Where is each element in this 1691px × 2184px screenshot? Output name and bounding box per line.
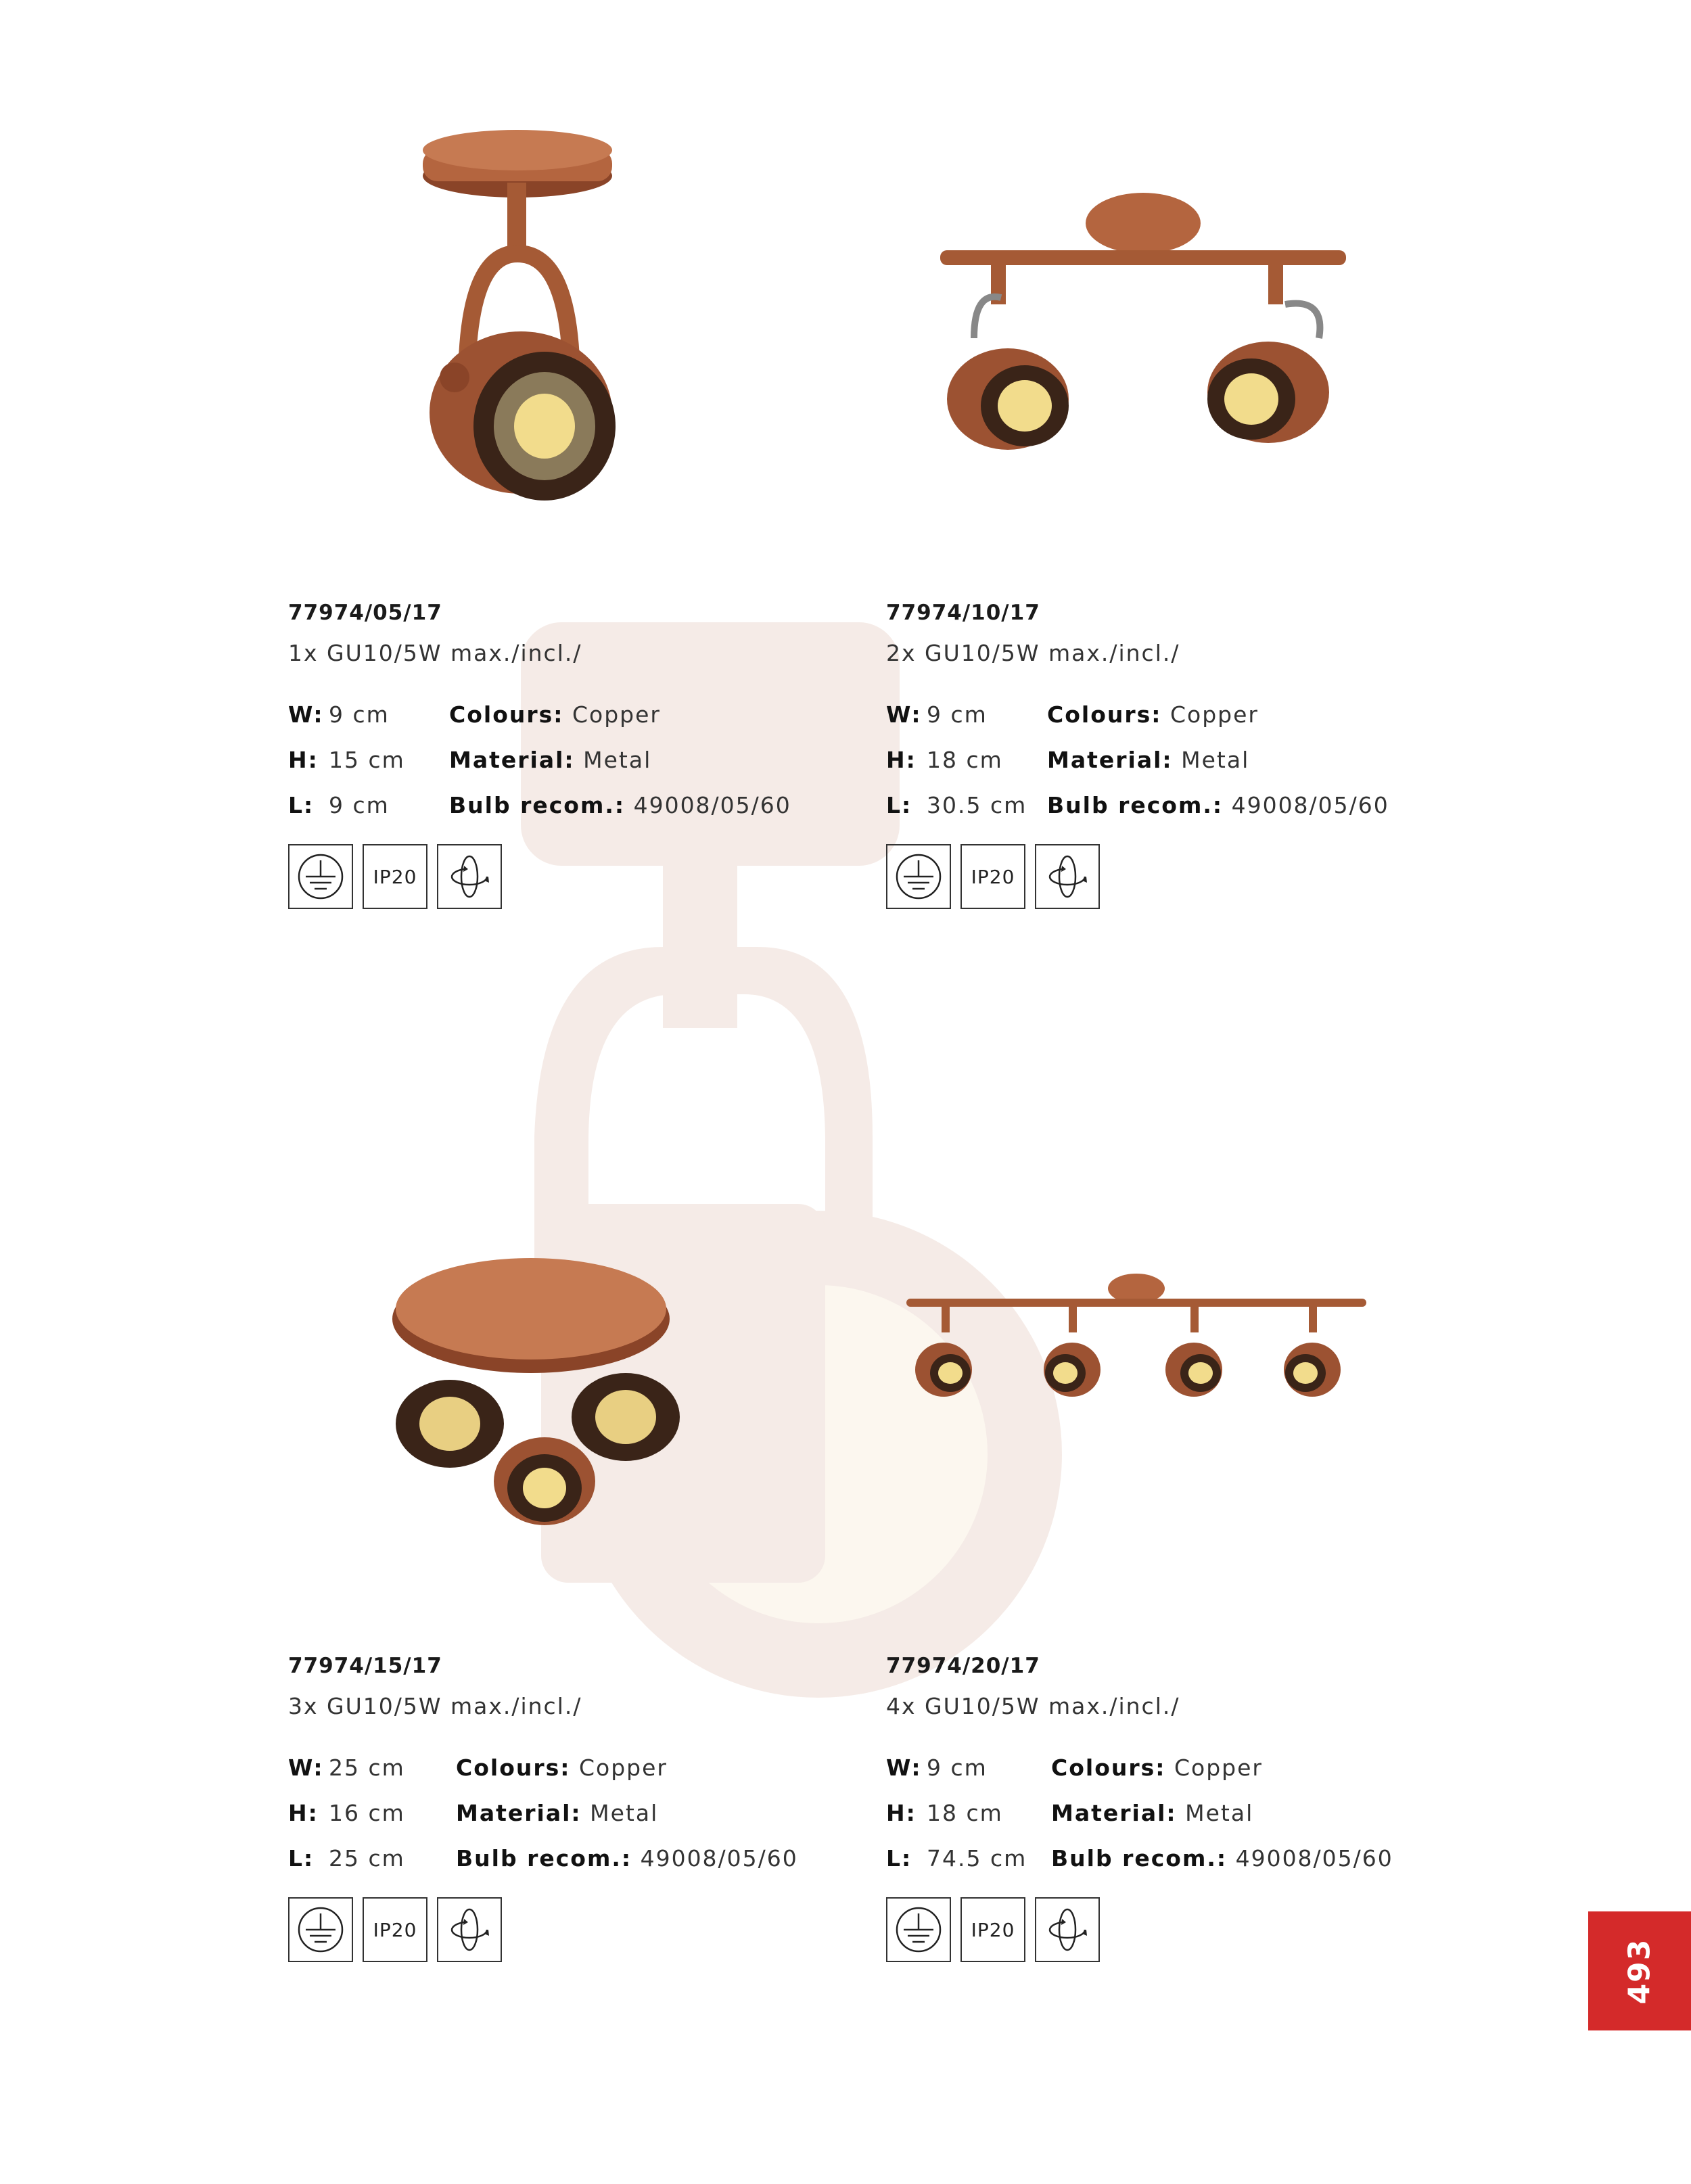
- product-image-quad-spot: [906, 1272, 1366, 1407]
- material-value: Metal: [583, 747, 652, 773]
- width-value: 9 cm: [927, 701, 988, 728]
- product-block-77974-05-17: [288, 601, 843, 909]
- product-image-single-spot: [406, 129, 629, 521]
- height-label: H:: [886, 1800, 917, 1826]
- width-row: [886, 1755, 1051, 1800]
- properties: [449, 701, 791, 837]
- length-row: [886, 1845, 1051, 1890]
- product-image-double-spot: [927, 183, 1360, 453]
- bulb-spec: 1x GU10/5W max./incl./: [288, 640, 582, 666]
- adjustable-rotation-icon: [437, 844, 502, 909]
- width-value: 9 cm: [927, 1755, 988, 1781]
- material-value: Metal: [1185, 1800, 1254, 1826]
- product-block-77974-10-17: [886, 601, 1441, 909]
- bulb-recom-label: Bulb recom.:: [449, 792, 626, 818]
- product-code: 77974/15/17: [288, 1654, 442, 1678]
- properties: [456, 1755, 798, 1890]
- colours-row: [1051, 1755, 1393, 1800]
- earth-ground-icon: [886, 1897, 951, 1962]
- height-row: [886, 1800, 1051, 1845]
- material-row: [449, 747, 791, 792]
- length-label: L:: [886, 792, 912, 818]
- colours-row: [1047, 701, 1389, 747]
- material-row: [1051, 1800, 1393, 1845]
- adjustable-rotation-icon: [1035, 844, 1100, 909]
- earth-ground-icon: [288, 844, 353, 909]
- colours-row: [449, 701, 791, 747]
- page-number: 493: [1622, 1938, 1657, 2004]
- material-value: Metal: [1181, 747, 1250, 773]
- height-value: 15 cm: [329, 747, 405, 773]
- product-code: 77974/05/17: [288, 601, 442, 625]
- length-label: L:: [288, 792, 315, 818]
- width-value: 25 cm: [329, 1755, 405, 1781]
- dimensions: [886, 701, 1047, 837]
- material-row: [456, 1800, 798, 1845]
- length-label: L:: [886, 1845, 912, 1872]
- spec-table: [288, 1755, 843, 1890]
- length-value: 74.5 cm: [927, 1845, 1027, 1872]
- width-label: W:: [288, 1755, 324, 1781]
- product-block-77974-20-17: [886, 1654, 1441, 1962]
- earth-ground-icon: [288, 1897, 353, 1962]
- length-label: L:: [288, 1845, 315, 1872]
- height-row: [886, 747, 1047, 792]
- bulb-recom-value: 49008/05/60: [1231, 792, 1389, 818]
- feature-icons: [288, 1897, 843, 1962]
- width-row: [886, 701, 1047, 747]
- bulb-recom-row: [1047, 792, 1389, 837]
- colours-label: Colours:: [449, 701, 564, 728]
- properties: [1047, 701, 1389, 837]
- material-label: Material:: [1047, 747, 1173, 773]
- colours-label: Colours:: [456, 1755, 571, 1781]
- colours-label: Colours:: [1051, 1755, 1166, 1781]
- adjustable-rotation-icon: [1035, 1897, 1100, 1962]
- product-block-77974-15-17: [288, 1654, 843, 1962]
- dimensions: [886, 1755, 1051, 1890]
- bulb-spec: 3x GU10/5W max./incl./: [288, 1693, 582, 1719]
- product-code: 77974/10/17: [886, 601, 1040, 625]
- colours-value: Copper: [578, 1755, 668, 1781]
- length-value: 25 cm: [329, 1845, 405, 1872]
- colours-label: Colours:: [1047, 701, 1162, 728]
- width-row: [288, 701, 449, 747]
- height-value: 16 cm: [329, 1800, 405, 1826]
- width-label: W:: [288, 701, 324, 728]
- height-label: H:: [288, 1800, 319, 1826]
- spec-table: [288, 701, 843, 837]
- bulb-recom-label: Bulb recom.:: [1047, 792, 1224, 818]
- adjustable-rotation-icon: [437, 1897, 502, 1962]
- ip20-badge: IP20: [363, 1897, 427, 1962]
- length-row: [886, 792, 1047, 837]
- bulb-recom-row: [449, 792, 791, 837]
- bulb-recom-value: 49008/05/60: [1235, 1845, 1393, 1872]
- width-row: [288, 1755, 456, 1800]
- earth-ground-icon: [886, 844, 951, 909]
- dimensions: [288, 1755, 456, 1890]
- spec-table: [886, 1755, 1441, 1890]
- colours-value: Copper: [1169, 701, 1259, 728]
- material-label: Material:: [1051, 1800, 1177, 1826]
- height-value: 18 cm: [927, 747, 1003, 773]
- ip20-badge: IP20: [960, 1897, 1025, 1962]
- bulb-recom-row: [1051, 1845, 1393, 1890]
- width-label: W:: [886, 1755, 922, 1781]
- material-label: Material:: [449, 747, 575, 773]
- bulb-recom-label: Bulb recom.:: [456, 1845, 632, 1872]
- length-row: [288, 1845, 456, 1890]
- spec-table: [886, 701, 1441, 837]
- height-row: [288, 747, 449, 792]
- ip20-badge: IP20: [960, 844, 1025, 909]
- feature-icons: [886, 1897, 1441, 1962]
- colours-value: Copper: [1174, 1755, 1263, 1781]
- colours-row: [456, 1755, 798, 1800]
- ip20-badge: IP20: [363, 844, 427, 909]
- height-row: [288, 1800, 456, 1845]
- material-row: [1047, 747, 1389, 792]
- height-value: 18 cm: [927, 1800, 1003, 1826]
- height-label: H:: [886, 747, 917, 773]
- material-value: Metal: [590, 1800, 659, 1826]
- material-label: Material:: [456, 1800, 582, 1826]
- bulb-recom-value: 49008/05/60: [640, 1845, 798, 1872]
- bulb-recom-row: [456, 1845, 798, 1890]
- product-code: 77974/20/17: [886, 1654, 1040, 1678]
- width-value: 9 cm: [329, 701, 390, 728]
- bulb-recom-value: 49008/05/60: [633, 792, 791, 818]
- length-row: [288, 792, 449, 837]
- length-value: 9 cm: [329, 792, 390, 818]
- height-label: H:: [288, 747, 319, 773]
- bulb-recom-label: Bulb recom.:: [1051, 1845, 1228, 1872]
- dimensions: [288, 701, 449, 837]
- colours-value: Copper: [572, 701, 661, 728]
- length-value: 30.5 cm: [927, 792, 1027, 818]
- feature-icons: [886, 844, 1441, 909]
- width-label: W:: [886, 701, 922, 728]
- page-number-tab: [1588, 1911, 1691, 2030]
- product-image-triple-spot: [386, 1245, 683, 1535]
- feature-icons: [288, 844, 843, 909]
- properties: [1051, 1755, 1393, 1890]
- bulb-spec: 4x GU10/5W max./incl./: [886, 1693, 1180, 1719]
- bulb-spec: 2x GU10/5W max./incl./: [886, 640, 1180, 666]
